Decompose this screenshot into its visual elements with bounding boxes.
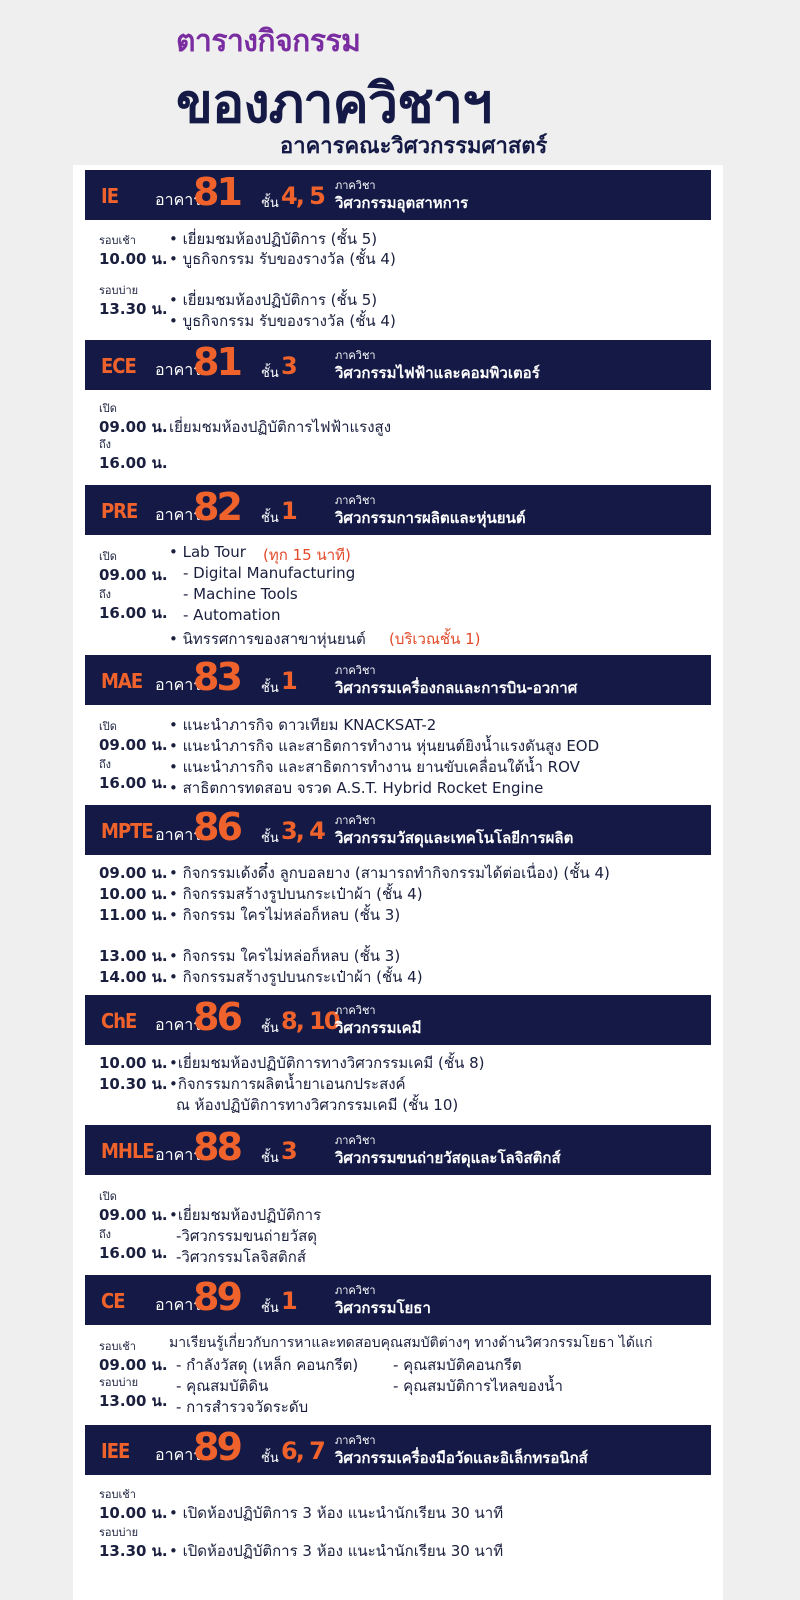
dept-label: ภาควิชา xyxy=(335,814,376,827)
section-header-mpte xyxy=(85,805,711,855)
section-header-pre xyxy=(85,485,711,535)
activity-item: • เยี่ยมชมห้องปฏิบัติการ (ชั้น 5) xyxy=(169,291,378,309)
section-header-che xyxy=(85,995,711,1045)
activity-item: • กิจกรรมเด้งดึ๋ง ลูกบอลยาง (สามารถทำกิจกรรมได้ต่อเนื่อง) (ชั้น 4) xyxy=(169,864,610,882)
floor-label: ชั้น xyxy=(261,831,279,846)
to-label: ถึง xyxy=(99,758,112,771)
start-time: 09.00 น. xyxy=(99,1356,168,1374)
activity-item: •เยี่ยมชมห้องปฏิบัติการทางวิศวกรรมเคมี (ชั้น 8) xyxy=(169,1054,485,1072)
building-number: 82 xyxy=(193,485,240,529)
session-label: รอบเช้า xyxy=(99,1488,136,1501)
activity-item: • กิจกรรมสร้างรูปบนกระเป๋าผ้า (ชั้น 4) xyxy=(169,885,423,903)
activity-item: • กิจกรรม ใครไม่หล่อก็หลบ (ชั้น 3) xyxy=(169,906,401,924)
dept-name: วิศวกรรมวัสดุและเทคโนโลยีการผลิต xyxy=(335,829,574,847)
dept-code: MAE xyxy=(101,669,143,693)
dept-label: ภาควิชา xyxy=(335,664,376,677)
dept-code: IEE xyxy=(101,1439,130,1463)
section-body-pre xyxy=(85,537,711,652)
time-label: 13.30 น. xyxy=(99,300,168,318)
activity-item: • แนะนำภารกิจ และสาธิตการทำงาน หุ่นยนต์ยิงน้ำแรงดันสูง EOD xyxy=(169,737,600,755)
activity-subitem: - คุณสมบัติการไหลของน้ำ xyxy=(393,1377,563,1395)
building-number: 86 xyxy=(193,995,240,1039)
building-label: อาคาร xyxy=(155,1295,202,1314)
time-label: 10.00 น. xyxy=(99,250,168,268)
section-body-che xyxy=(85,1047,711,1122)
dept-label: ภาควิชา xyxy=(335,494,376,507)
session-label: รอบเช้า xyxy=(99,1340,136,1353)
building-number: 89 xyxy=(193,1275,240,1319)
session-label: รอบเช้า xyxy=(99,234,136,247)
activity-subitem: -วิศวกรรมขนถ่ายวัสดุ xyxy=(176,1227,317,1245)
floor-number: 1 xyxy=(281,667,296,695)
time-label: 09.00 น. xyxy=(99,864,168,882)
activity-subitem: - การสำรวจวัดระดับ xyxy=(176,1398,309,1416)
dept-label: ภาควิชา xyxy=(335,349,376,362)
section-body-iee xyxy=(85,1477,711,1587)
floor-number: 1 xyxy=(281,1287,296,1315)
section-body-mhle xyxy=(85,1177,711,1272)
building-number: 89 xyxy=(193,1425,240,1469)
end-time: 16.00 น. xyxy=(99,454,168,472)
activity-item: • บูธกิจกรรม รับของรางวัล (ชั้น 4) xyxy=(169,312,396,330)
building-number: 88 xyxy=(193,1125,240,1169)
to-label: ถึง xyxy=(99,588,112,601)
section-header-mae xyxy=(85,655,711,705)
building-label: อาคาร xyxy=(155,1015,202,1034)
floor-number: 3 xyxy=(281,1137,296,1165)
dept-label: ภาควิชา xyxy=(335,1284,376,1297)
floor-label: ชั้น xyxy=(261,1151,279,1166)
start-time: 09.00 น. xyxy=(99,566,168,584)
building-number: 86 xyxy=(193,805,240,849)
section-header-mhle xyxy=(85,1125,711,1175)
activity-subitem: - Machine Tools xyxy=(183,585,298,603)
open-label: เปิด xyxy=(99,402,117,415)
time-label: 11.00 น. xyxy=(99,906,168,924)
floor-number: 4, 5 xyxy=(281,182,324,210)
dept-name: วิศวกรรมเครื่องมือวัดและอิเล็กทรอนิกส์ xyxy=(335,1449,588,1467)
floor-number: 6, 7 xyxy=(281,1437,324,1465)
time-label: 10.30 น. xyxy=(99,1075,168,1093)
start-time: 10.00 น. xyxy=(99,1504,168,1522)
dept-code: ChE xyxy=(101,1009,137,1033)
dept-code: MHLE xyxy=(101,1139,154,1163)
dept-label: ภาควิชา xyxy=(335,1134,376,1147)
dept-name: วิศวกรรมอุตสาหการ xyxy=(335,194,469,212)
open-label: เปิด xyxy=(99,550,117,563)
building-label: อาคาร xyxy=(155,1445,202,1464)
building-number: 81 xyxy=(193,340,240,384)
activity-item: • นิทรรศการของสาขาหุ่นยนต์ xyxy=(169,630,366,648)
session-label: รอบบ่าย xyxy=(99,1526,139,1539)
dept-name: วิศวกรรมโยธา xyxy=(335,1299,431,1317)
poster-header xyxy=(0,0,800,165)
activity-note: (บริเวณชั้น 1) xyxy=(389,630,481,648)
end-time: 16.00 น. xyxy=(99,604,168,622)
dept-name: วิศวกรรมขนถ่ายวัสดุและโลจิสติกส์ xyxy=(335,1149,561,1167)
section-header-ece xyxy=(85,340,711,390)
section-header-ie xyxy=(85,170,711,220)
to-label: ถึง xyxy=(99,1228,112,1241)
section-body-ce xyxy=(85,1327,711,1422)
dept-label: ภาควิชา xyxy=(335,179,376,192)
start-time: 09.00 น. xyxy=(99,1206,168,1224)
activity-item: • เปิดห้องปฏิบัติการ 3 ห้อง แนะนำนักเรียน 30 นาที xyxy=(169,1504,504,1522)
activity-subitem: - คุณสมบัติคอนกรีต xyxy=(393,1356,522,1374)
dept-name: วิศวกรรมการผลิตและหุ่นยนต์ xyxy=(335,509,526,527)
dept-code: PRE xyxy=(101,499,138,523)
open-label: เปิด xyxy=(99,720,117,733)
floor-label: ชั้น xyxy=(261,1301,279,1316)
time-label: 14.00 น. xyxy=(99,968,168,986)
poster-subtitle: ตารางกิจกรรม xyxy=(176,24,361,59)
activity-item: •เยี่ยมชมห้องปฏิบัติการ xyxy=(169,1206,322,1224)
floor-label: ชั้น xyxy=(261,511,279,526)
activity-item: • กิจกรรมสร้างรูปบนกระเป๋าผ้า (ชั้น 4) xyxy=(169,968,423,986)
activity-item: • เยี่ยมชมห้องปฏิบัติการ (ชั้น 5) xyxy=(169,230,378,248)
section-body-ece xyxy=(85,393,711,483)
building-number: 81 xyxy=(193,170,240,214)
to-label: ถึง xyxy=(99,438,112,451)
dept-name: วิศวกรรมไฟฟ้าและคอมพิวเตอร์ xyxy=(335,364,540,382)
building-label: อาคาร xyxy=(155,675,202,694)
floor-number: 1 xyxy=(281,497,296,525)
floor-number: 8, 10 xyxy=(281,1007,339,1035)
activity-item: • แนะนำภารกิจ ดาวเทียม KNACKSAT-2 xyxy=(169,716,437,734)
session-label: รอบบ่าย xyxy=(99,1376,139,1389)
time-label: 13.00 น. xyxy=(99,947,168,965)
dept-label: ภาควิชา xyxy=(335,1434,376,1447)
activity-subitem: - กำลังวัสดุ (เหล็ก คอนกรีต) xyxy=(176,1356,359,1374)
section-body-mae xyxy=(85,707,711,802)
building-label: อาคาร xyxy=(155,825,202,844)
section-header-ce xyxy=(85,1275,711,1325)
session-label: รอบบ่าย xyxy=(99,284,139,297)
time-label: 10.00 น. xyxy=(99,885,168,903)
building-label: อาคาร xyxy=(155,505,202,524)
schedule-sheet xyxy=(73,165,723,1600)
dept-name: วิศวกรรมเครื่องกลและการบิน-อวกาศ xyxy=(335,679,578,697)
floor-label: ชั้น xyxy=(261,1451,279,1466)
activity-item: • Lab Tour xyxy=(169,543,246,561)
open-label: เปิด xyxy=(99,1190,117,1203)
section-body-mpte xyxy=(85,857,711,992)
activity-item: • บูธกิจกรรม รับของรางวัล (ชั้น 4) xyxy=(169,250,396,268)
activity-item: เยี่ยมชมห้องปฏิบัติการไฟฟ้าแรงสูง xyxy=(169,418,392,436)
dept-name: วิศวกรรมเคมี xyxy=(335,1019,422,1037)
building-label: อาคาร xyxy=(155,360,202,379)
activity-item: • สาธิตการทดสอบ จรวด A.S.T. Hybrid Rocket Engine xyxy=(169,779,544,797)
floor-label: ชั้น xyxy=(261,196,279,211)
end-time: 16.00 น. xyxy=(99,1244,168,1262)
building-label: อาคาร xyxy=(155,1145,202,1164)
start-time: 09.00 น. xyxy=(99,736,168,754)
floor-label: ชั้น xyxy=(261,1021,279,1036)
activity-item: • เปิดห้องปฏิบัติการ 3 ห้อง แนะนำนักเรียน 30 นาที xyxy=(169,1542,504,1560)
activity-subitem: - Digital Manufacturing xyxy=(183,564,356,582)
time-label: 10.00 น. xyxy=(99,1054,168,1072)
end-time: 16.00 น. xyxy=(99,774,168,792)
activity-item: ณ ห้องปฏิบัติการทางวิศวกรรมเคมี (ชั้น 10) xyxy=(176,1096,459,1114)
poster-title: ของภาควิชาฯ xyxy=(176,72,492,135)
start-time: 09.00 น. xyxy=(99,418,168,436)
activity-subitem: -วิศวกรรมโลจิสติกส์ xyxy=(176,1248,307,1266)
floor-number: 3, 4 xyxy=(281,817,324,845)
building-label: อาคาร xyxy=(155,190,202,209)
dept-code: IE xyxy=(101,184,118,208)
activity-subitem: - Automation xyxy=(183,606,281,624)
activity-subitem: - คุณสมบัติดิน xyxy=(176,1377,269,1395)
dept-code: MPTE xyxy=(101,819,153,843)
section-body-ie xyxy=(85,223,711,335)
end-time: 13.30 น. xyxy=(99,1542,168,1560)
activity-item: •กิจกรรมการผลิตน้ำยาเอนกประสงค์ xyxy=(169,1075,406,1093)
floor-label: ชั้น xyxy=(261,366,279,381)
floor-label: ชั้น xyxy=(261,681,279,696)
floor-number: 3 xyxy=(281,352,296,380)
poster-location: อาคารคณะวิศวกรรมศาสตร์ xyxy=(280,134,548,159)
end-time: 13.00 น. xyxy=(99,1392,168,1410)
activity-note: (ทุก 15 นาที) xyxy=(263,546,351,564)
section-header-iee xyxy=(85,1425,711,1475)
activity-intro: มาเรียนรู้เกี่ยวกับการหาและทดสอบคุณสมบัติต่างๆ ทางด้านวิศวกรรมโยธา ได้แก่ xyxy=(169,1335,653,1351)
dept-label: ภาควิชา xyxy=(335,1004,376,1017)
building-number: 83 xyxy=(193,655,240,699)
activity-item: • กิจกรรม ใครไม่หล่อก็หลบ (ชั้น 3) xyxy=(169,947,401,965)
dept-code: ECE xyxy=(101,354,136,378)
dept-code: CE xyxy=(101,1289,125,1313)
activity-item: • แนะนำภารกิจ และสาธิตการทำงาน ยานขับเคลื่อนใต้น้ำ ROV xyxy=(169,758,580,776)
